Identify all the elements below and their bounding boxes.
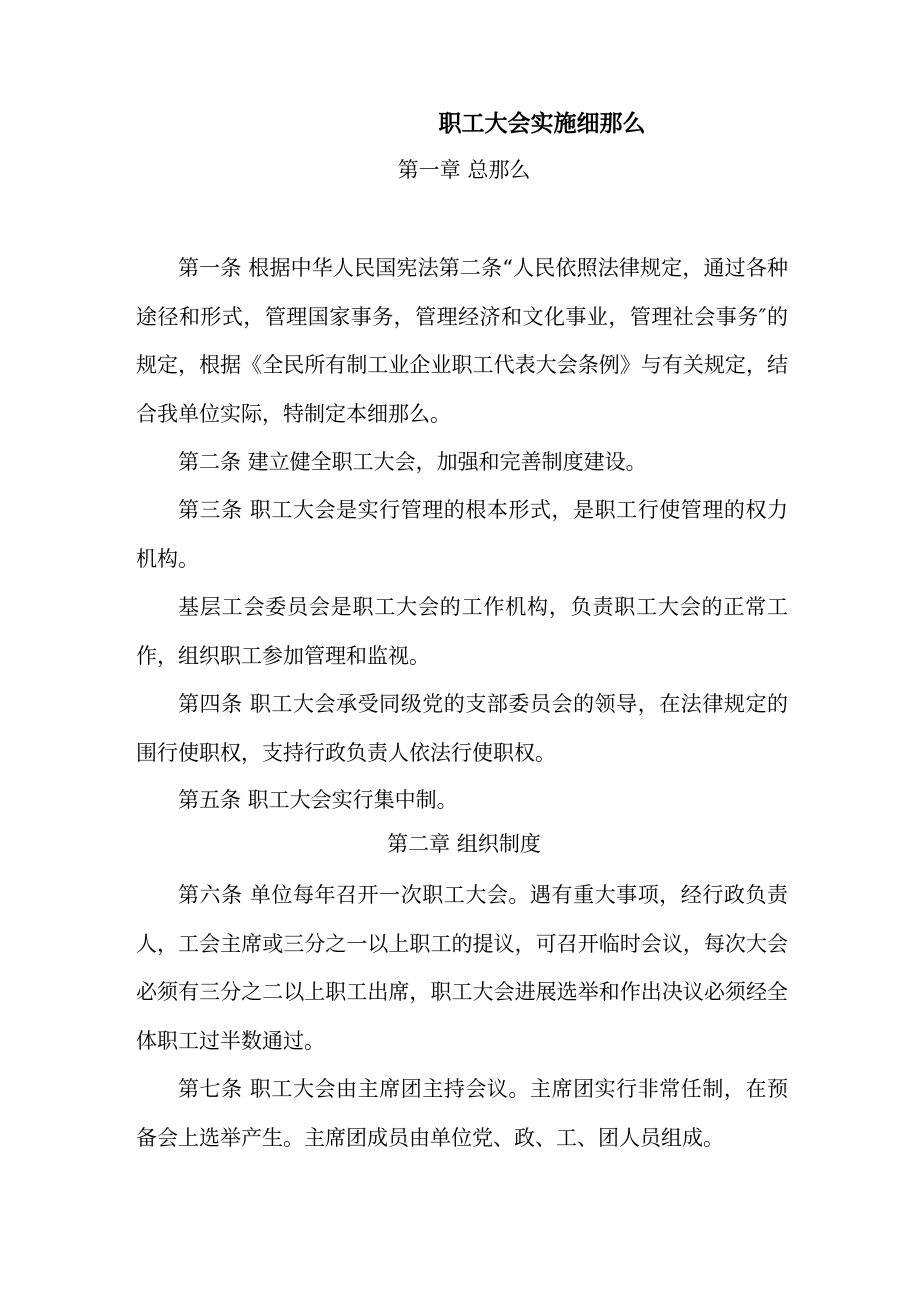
chapter-heading-2: 第二章 组织制度	[387, 832, 541, 856]
article-paragraph: 第五条 职工大会实行集中制。	[178, 788, 458, 812]
article-paragraph: 第一条 根据中华人民国宪法第二条“人民依照法律规定，通过各种途径和形式，管理国家事务，管理经济和文化事业，管理社会事务″的规定，根据《全民所有制工业企业职工代表大会条例》与有关规定，结合我单位实际，特制定本细那么。	[136, 256, 788, 426]
document-title: 职工大会实施细那么	[438, 110, 646, 137]
chapter-heading-1: 第一章 总那么	[397, 158, 531, 182]
article-paragraph: 第六条 单位每年召开一次职工大会。遇有重大事项，经行政负责人，工会主席或三分之一以上职工的提议，可召开临时会议，每次大会必须有三分之二以上职工出席，职工大会进展选举和作出决议必须经全体职工过半数通过。	[136, 883, 788, 1053]
article-paragraph: 基层工会委员会是职工大会的工作机构，负责职工大会的正常工作，组织职工参加管理和监视。	[136, 595, 788, 668]
article-paragraph: 第七条 职工大会由主席团主持会议。主席团实行非常任制，在预备会上选举产生。主席团成员由单位党、政、工、团人员组成。	[136, 1077, 788, 1150]
article-paragraph: 第三条 职工大会是实行管理的根本形式，是职工行使管理的权力机构。	[136, 498, 788, 571]
article-paragraph: 第四条 职工大会承受同级党的支部委员会的领导，在法律规定的围行使职权，支持行政负责人依法行使职权。	[136, 692, 788, 765]
article-paragraph: 第二条 建立健全职工大会，加强和完善制度建设。	[178, 450, 647, 474]
